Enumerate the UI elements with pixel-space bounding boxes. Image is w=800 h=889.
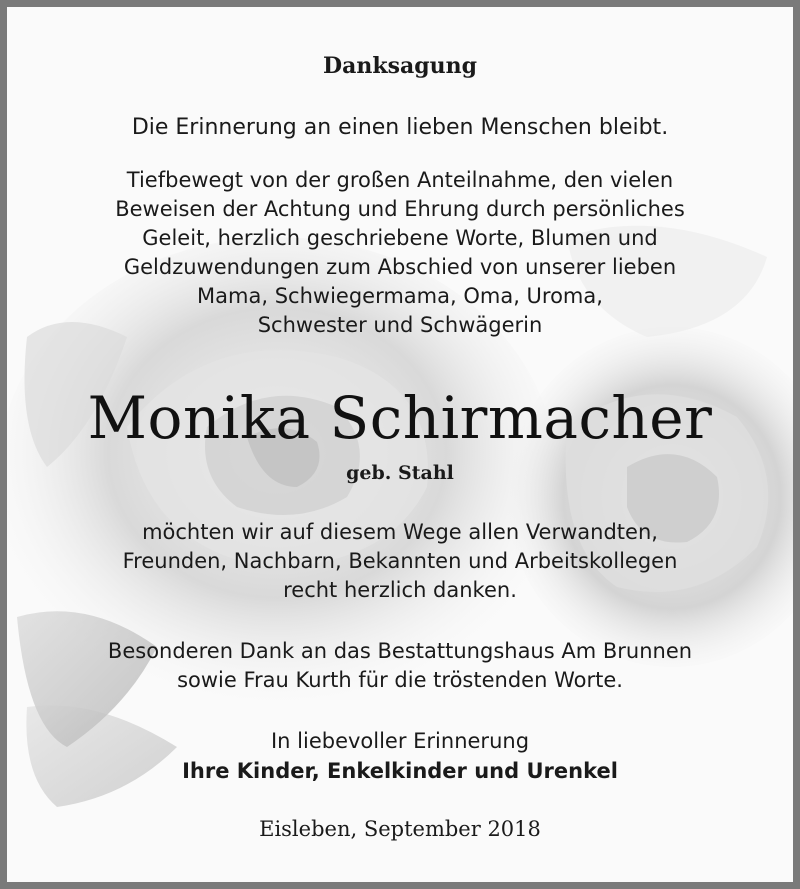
notice-lead: Die Erinnerung an einen lieben Menschen bleibt. [131,115,669,140]
paragraph-line: Tiefbewegt von der großen Anteilnahme, den vielen [126,168,674,192]
paragraph-thanks-relatives [7,518,793,605]
notice-text [7,7,793,882]
paragraph-line: Mama, Schwiegermama, Oma, Uroma, [197,284,603,308]
notice-heading: Danksagung [323,53,477,79]
paragraph-line: Freunden, Nachbarn, Bekannten und Arbeitskollegen [122,549,678,573]
maiden-name: geb. Stahl [346,462,454,484]
paragraph-special-thanks [7,637,793,695]
paragraph-line: sowie Frau Kurth für die tröstenden Worte. [177,668,623,692]
paragraph-line: Geldzuwendungen zum Abschied von unserer lieben [123,255,677,279]
paragraph-line: Besonderen Dank an das Bestattungshaus Am Brunnen [107,639,693,663]
paragraph-thanks-intro [7,166,793,340]
place-and-date: Eisleben, September 2018 [259,817,541,841]
paragraph-line: Geleit, herzlich geschriebene Worte, Blumen und [142,226,658,250]
signoff-text: In liebevoller Erinnerung [270,729,530,753]
deceased-name: Monika Schirmacher [87,384,713,452]
paragraph-line: möchten wir auf diesem Wege allen Verwandten, [142,520,658,544]
paragraph-line: Beweisen der Achtung und Ehrung durch persönliches [115,197,685,221]
signoff-block [7,726,793,786]
paragraph-line: Schwester und Schwägerin [257,313,543,337]
paragraph-line: recht herzlich danken. [283,578,517,602]
family-names: Ihre Kinder, Enkelkinder und Urenkel [182,759,618,783]
